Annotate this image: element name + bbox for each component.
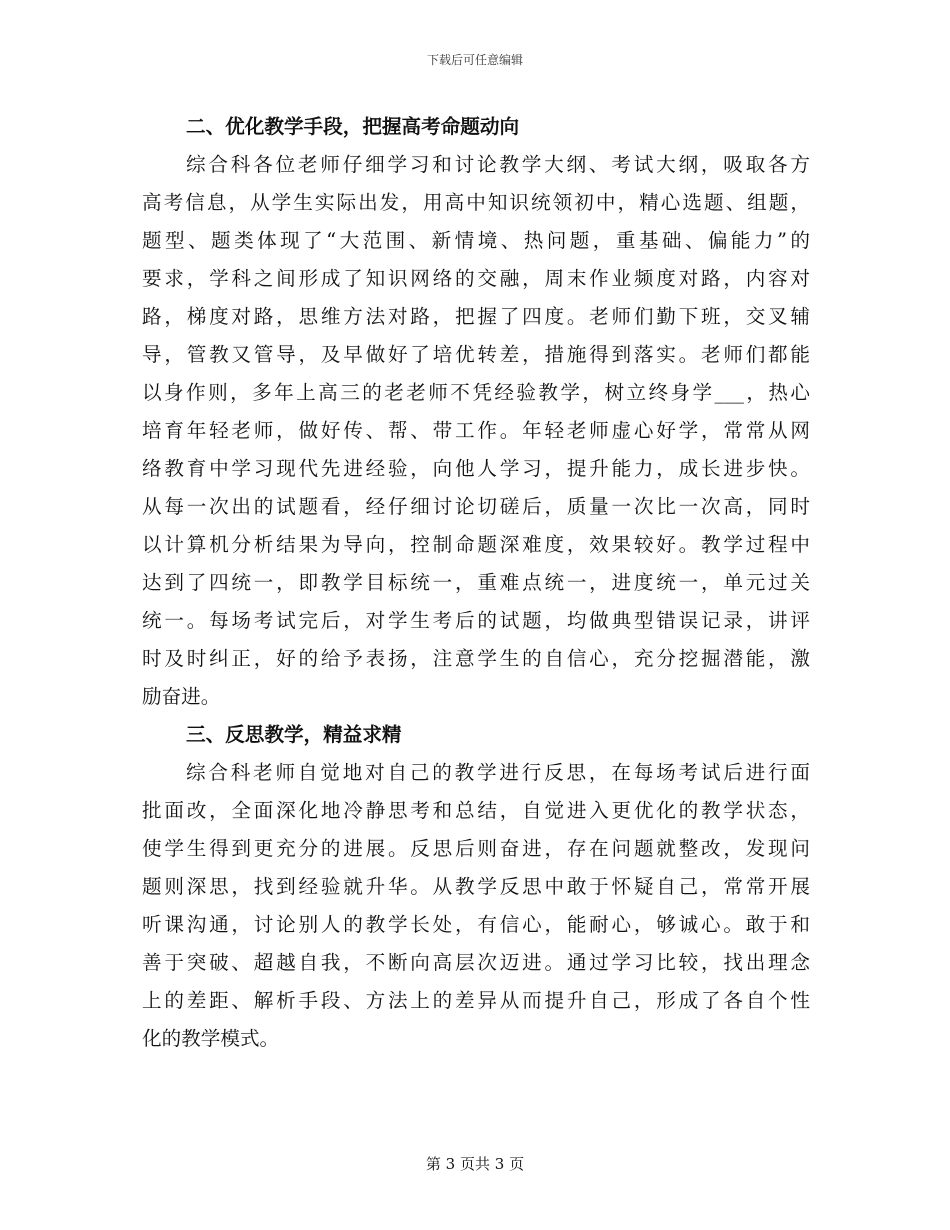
- paragraph-line: 路，梯度对路，思维方法对路，把握了四度。老师们勤下班，交叉辅: [142, 305, 810, 328]
- paragraph-line: 要求，学科之间形成了知识网络的交融，周末作业频度对路，内容对: [142, 267, 810, 290]
- paragraph-line-last: 励奋进。: [142, 685, 221, 708]
- section-heading-2: 二、优化教学手段，把握高考命题动向: [186, 115, 520, 138]
- paragraph-line: 综合科各位老师仔细学习和讨论教学大纲、考试大纲，吸取各方: [186, 153, 810, 176]
- paragraph-line: 统一。每场考试完后，对学生考后的试题，均做典型错误记录，讲评: [142, 609, 810, 632]
- paragraph-line: 题型、题类体现了“大范围、新情境、热问题，重基础、偏能力”的: [142, 229, 810, 252]
- paragraph-line: 批面改，全面深化地冷静思考和总结，自觉进入更优化的教学状态，: [142, 799, 810, 822]
- paragraph-line-last: 化的教学模式。: [142, 1027, 280, 1050]
- paragraph-line: 综合科老师自觉地对自己的教学进行反思，在每场考试后进行面: [186, 761, 810, 784]
- paragraph-line: 善于突破、超越自我，不断向高层次迈进。通过学习比较，找出理念: [142, 951, 810, 974]
- page-number: 第 3 页共 3 页: [425, 1155, 525, 1173]
- paragraph-line: 达到了四统一，即教学目标统一，重难点统一，进度统一，单元过关: [142, 571, 810, 594]
- paragraph-line: 从每一次出的试题看，经仔细讨论切磋后，质量一次比一次高，同时: [142, 495, 810, 518]
- paragraph-line: 使学生得到更充分的进展。反思后则奋进，存在问题就整改，发现问: [142, 837, 810, 860]
- document-body: [142, 108, 810, 1058]
- section-heading-3: 三、反思教学，精益求精: [186, 723, 402, 746]
- paragraph-line: 上的差距、解析手段、方法上的差异从而提升自己，形成了各自个性: [142, 989, 810, 1012]
- paragraph-line: 络教育中学习现代先进经验，向他人学习，提升能力，成长进步快。: [142, 457, 810, 480]
- paragraph-line: 高考信息，从学生实际出发，用高中知识统领初中，精心选题、组题，: [142, 191, 810, 214]
- paragraph-line: 导，管教又管导，及早做好了培优转差，措施得到落实。老师们都能: [142, 343, 810, 366]
- paragraph-line: 时及时纠正，好的给予表扬，注意学生的自信心，充分挖掘潜能，激: [142, 647, 810, 670]
- paragraph-line: 听课沟通，讨论别人的教学长处，有信心，能耐心，够诚心。敢于和: [142, 913, 810, 936]
- paragraph-line: 题则深思，找到经验就升华。从教学反思中敢于怀疑自己，常常开展: [142, 875, 810, 898]
- page-header: 下载后可任意编辑: [426, 53, 523, 67]
- paragraph-line: 以计算机分析结果为导向，控制命题深难度，效果较好。教学过程中: [142, 533, 810, 556]
- paragraph-line: 以身作则，多年上高三的老老师不凭经验教学，树立终身学___，热心: [142, 381, 810, 404]
- paragraph-line: 培育年轻老师，做好传、帮、带工作。年轻老师虚心好学，常常从网: [142, 419, 810, 442]
